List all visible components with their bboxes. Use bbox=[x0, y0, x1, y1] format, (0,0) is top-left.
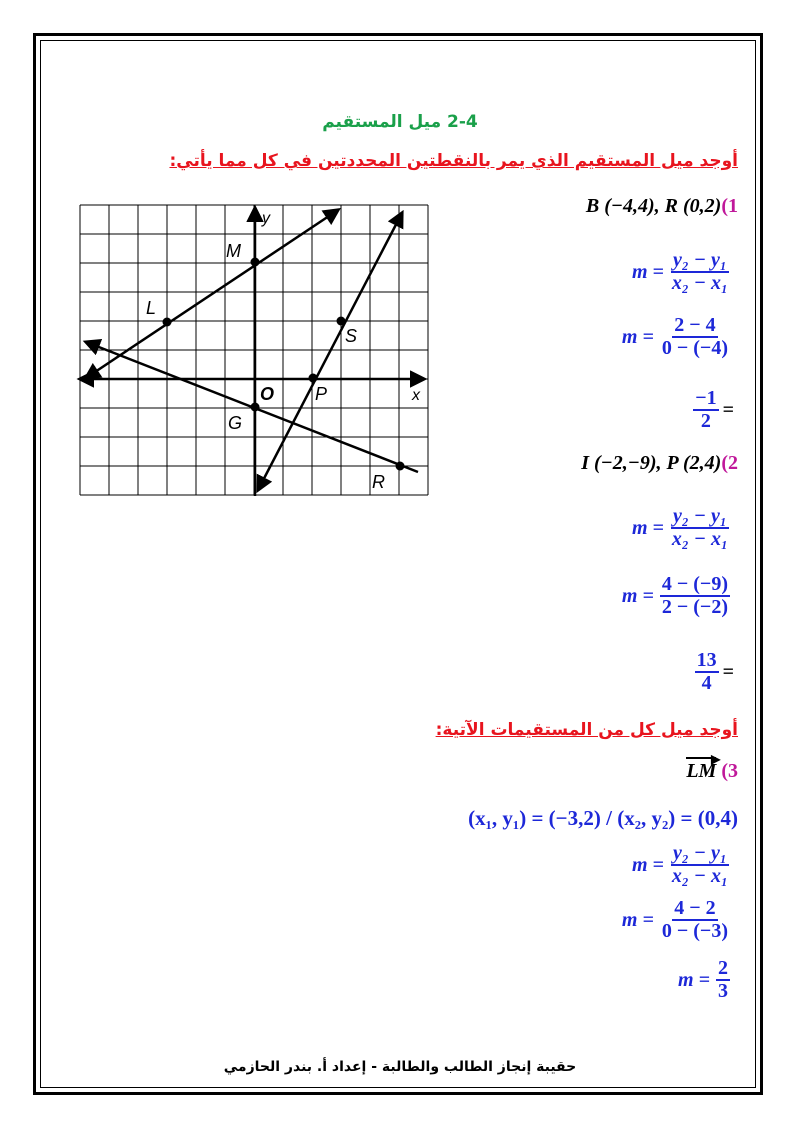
point-R bbox=[396, 462, 405, 471]
problem-3-formula: m = $\frac{\text{y₂ − y₁}}{\text{x₂ − x₁}}$ bbox=[631, 842, 728, 887]
problem-3-number: (3 bbox=[721, 760, 738, 782]
problem-3-header bbox=[686, 752, 738, 783]
line-LM-symbol: ▶ LM bbox=[686, 752, 721, 782]
instruction-lines: أوجد ميل كل من المستقيمات الآتية: bbox=[435, 720, 738, 740]
point-L bbox=[163, 318, 172, 327]
point-S bbox=[337, 317, 346, 326]
problem-2-substitution: m = $\frac{4 - (-9)}{2 - (-2)}$ bbox=[621, 573, 728, 618]
problem-1-substitution: m = $\frac{2 - 4}{0 - (-4)}$ bbox=[621, 314, 728, 359]
problem-2-formula: m = $\frac{\text{y₂ − y₁}}{\text{x₂ − x₁}}$ bbox=[631, 505, 728, 550]
line-PS bbox=[258, 213, 402, 490]
label-M: M bbox=[226, 241, 241, 261]
line-LM bbox=[86, 210, 338, 378]
problem-3-points: (x₁, y₁) = (−3,2) / (x₂, y₂) = (0,4) bbox=[468, 806, 738, 830]
problem-1-formula: m = $\frac{\text{y₂ − y₁}}{\text{x₂ − x₁}}$ bbox=[631, 249, 728, 294]
label-P: P bbox=[315, 384, 328, 404]
problem-3-substitution: m = $\frac{4 - 2}{0 - (-3)}$ bbox=[621, 897, 728, 942]
point-M bbox=[251, 258, 260, 267]
x-axis-label: x bbox=[412, 387, 420, 404]
problem-2-number: (2 bbox=[721, 452, 738, 474]
problem-3-result: m = $\frac{2}{3}$ bbox=[678, 957, 728, 1002]
problem-1-result: $\frac{-1}{2}$ = bbox=[695, 387, 734, 432]
label-G: G bbox=[228, 413, 243, 433]
problem-1-points: B (−4,4), R (0,2) bbox=[585, 195, 722, 217]
problem-2-points: I (−2,−9), P (2,4) bbox=[581, 452, 722, 474]
label-R: R bbox=[372, 472, 385, 492]
instruction-points: أوجد ميل المستقيم الذي يمر بالنقطتين المحددتين في كل مما يأتي: bbox=[169, 151, 738, 171]
origin-label: O bbox=[260, 384, 275, 404]
label-L: L bbox=[146, 298, 157, 318]
point-G bbox=[251, 403, 260, 412]
label-S: S bbox=[345, 326, 358, 346]
point-P bbox=[309, 374, 318, 383]
problem-1-header bbox=[586, 195, 738, 218]
problem-2-result: $\frac{13}{4}$ = bbox=[696, 649, 734, 694]
y-axis-label: y bbox=[262, 210, 270, 227]
problem-1-number: (1 bbox=[721, 195, 738, 217]
lesson-title: 2-4 ميل المستقيم bbox=[322, 112, 478, 132]
footer: حقيبة إنجاز الطالب والطالبة - إعداد أ. بندر الحازمي bbox=[223, 1059, 577, 1075]
problem-2-header bbox=[581, 452, 738, 475]
